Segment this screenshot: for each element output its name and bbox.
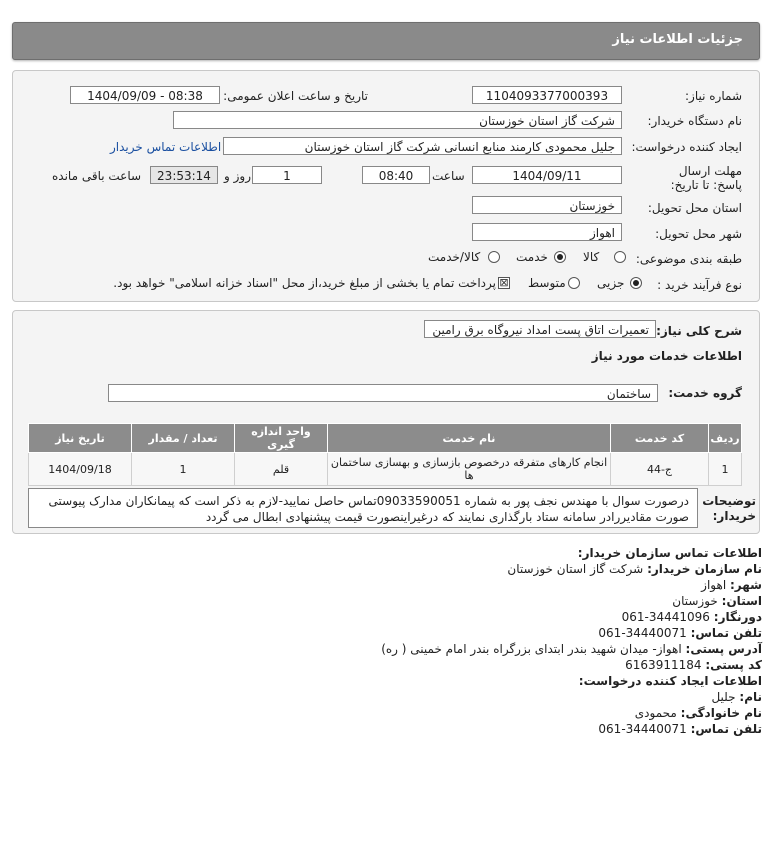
need-info-panel (12, 70, 760, 302)
deadline-time-label: ساعت (432, 169, 465, 183)
buyer-notes-box: درصورت سوال با مهندس نجف پور به شماره 09033590051تماس حاصل نمایید-لازم به ذکر است که پیمانکاران مدارک پیوستی صورت مقادیررادر سامانه ستاد بارگذاری نمایند که درغیراینصورت قیمت پیشنهادی ابطال می گردد (28, 488, 698, 528)
services-table-header (29, 424, 742, 453)
category-radio-goods-service[interactable] (488, 251, 500, 263)
col-need-date: تاریخ نیاز (29, 424, 132, 453)
delivery-province-label: استان محل تحویل: (647, 201, 742, 215)
process-type-label: نوع فرآیند خرید : (657, 278, 742, 292)
col-row-number: ردیف (709, 424, 742, 453)
deadline-days-field[interactable]: 1 (252, 166, 322, 184)
contact-province: استان: خوزستان (672, 594, 762, 608)
cell-service-name: انجام کارهای متفرقه درخصوص بازسازی و بهسازی ساختمان ها (328, 453, 611, 486)
cell-row-number: 1 (709, 453, 742, 486)
creator-field[interactable]: جلیل محمودی کارمند منابع انسانی شرکت گاز استان خوزستان (223, 137, 622, 155)
buyer-contact-link[interactable]: اطلاعات تماس خریدار (110, 140, 222, 154)
deadline-label: مهلت ارسال پاسخ: تا تاریخ: (670, 164, 742, 192)
category-option-goods: کالا (583, 250, 600, 264)
delivery-city-field[interactable]: اهواز (472, 223, 622, 241)
page-header (12, 22, 760, 60)
delivery-city-label: شهر محل تحویل: (655, 227, 742, 241)
announce-date-field[interactable]: 1404/09/09 - 08:38 (70, 86, 220, 104)
general-desc-field[interactable]: تعمیرات اتاق پست امداد نیروگاه برق رامین (424, 320, 656, 338)
category-label: طبقه بندی موضوعی: (635, 252, 742, 266)
category-radio-service[interactable] (554, 251, 566, 263)
need-number-field[interactable]: 1104093377000393 (472, 86, 622, 104)
page-title: جزئیات اطلاعات نیاز (612, 32, 743, 47)
contact-buyer-name: نام سازمان خریدار: شرکت گاز استان خوزستان (507, 562, 762, 576)
buyer-org-field[interactable]: شرکت گاز استان خوزستان (173, 111, 622, 129)
services-table (28, 423, 742, 486)
process-option-medium: متوسط (528, 276, 566, 290)
treasury-checkbox[interactable]: ⊠ (499, 276, 509, 289)
contact-address: آدرس پستی: اهواز- میدان شهید بندر ابتدای بزرگراه بندر امام خمینی ( ره) (381, 642, 762, 656)
process-option-minor: جزیی (597, 276, 625, 290)
contact-phone: تلفن تماس: 34440071-061 (598, 626, 762, 640)
services-title: اطلاعات خدمات مورد نیاز (591, 349, 742, 363)
category-option-goods-service: کالا/خدمت (428, 250, 481, 264)
cell-quantity: 1 (132, 453, 235, 486)
delivery-province-field[interactable]: خوزستان (472, 196, 622, 214)
creator-title: اطلاعات ایجاد کننده درخواست: (578, 674, 762, 688)
contact-fax: دورنگار: 34441096-061 (621, 610, 762, 624)
category-radio-goods[interactable] (614, 251, 626, 263)
col-service-name: نام خدمت (328, 424, 611, 453)
deadline-date-field[interactable]: 1404/09/11 (472, 166, 622, 184)
creator-label: ایجاد کننده درخواست: (631, 140, 742, 154)
buyer-org-label: نام دستگاه خریدار: (647, 114, 742, 128)
cell-need-date: 1404/09/18 (29, 453, 132, 486)
creator-phone: تلفن تماس: 34440071-061 (598, 722, 762, 736)
announce-date-label: تاریخ و ساعت اعلان عمومی: (223, 89, 368, 103)
remaining-time-field: 23:53:14 (150, 166, 218, 184)
remaining-time-label: ساعت باقی مانده (52, 169, 142, 183)
treasury-note: پرداخت تمام یا بخشی از مبلغ خرید،از محل "اسناد خزانه اسلامی" خواهد بود. (113, 276, 496, 290)
buyer-notes-label: توضیحات خریدار: (702, 494, 756, 523)
service-group-field[interactable]: ساختمان (108, 384, 658, 402)
cell-unit: قلم (235, 453, 328, 486)
col-quantity: تعداد / مقدار (132, 424, 235, 453)
process-radio-medium[interactable] (568, 277, 580, 289)
contact-org-title: اطلاعات تماس سازمان خریدار: (577, 546, 762, 560)
contact-city: شهر: اهواز (701, 578, 762, 592)
need-number-label: شماره نیاز: (685, 89, 742, 103)
general-desc-label: شرح کلی نیاز: (656, 324, 742, 338)
process-radio-minor[interactable] (630, 277, 642, 289)
table-row[interactable] (29, 453, 742, 486)
creator-first-name: نام: جلیل (711, 690, 762, 704)
category-option-service: خدمت (516, 250, 548, 264)
cell-service-code: ج-44 (611, 453, 709, 486)
service-group-label: گروه خدمت: (668, 386, 742, 400)
deadline-days-label: روز و (224, 169, 251, 183)
contact-postal-code: کد پستی: 6163911184 (625, 658, 762, 672)
col-unit: واحد اندازه گیری (235, 424, 328, 453)
col-service-code: کد خدمت (611, 424, 709, 453)
creator-last-name: نام خانوادگی: محمودی (634, 706, 762, 720)
deadline-time-field[interactable]: 08:40 (362, 166, 430, 184)
